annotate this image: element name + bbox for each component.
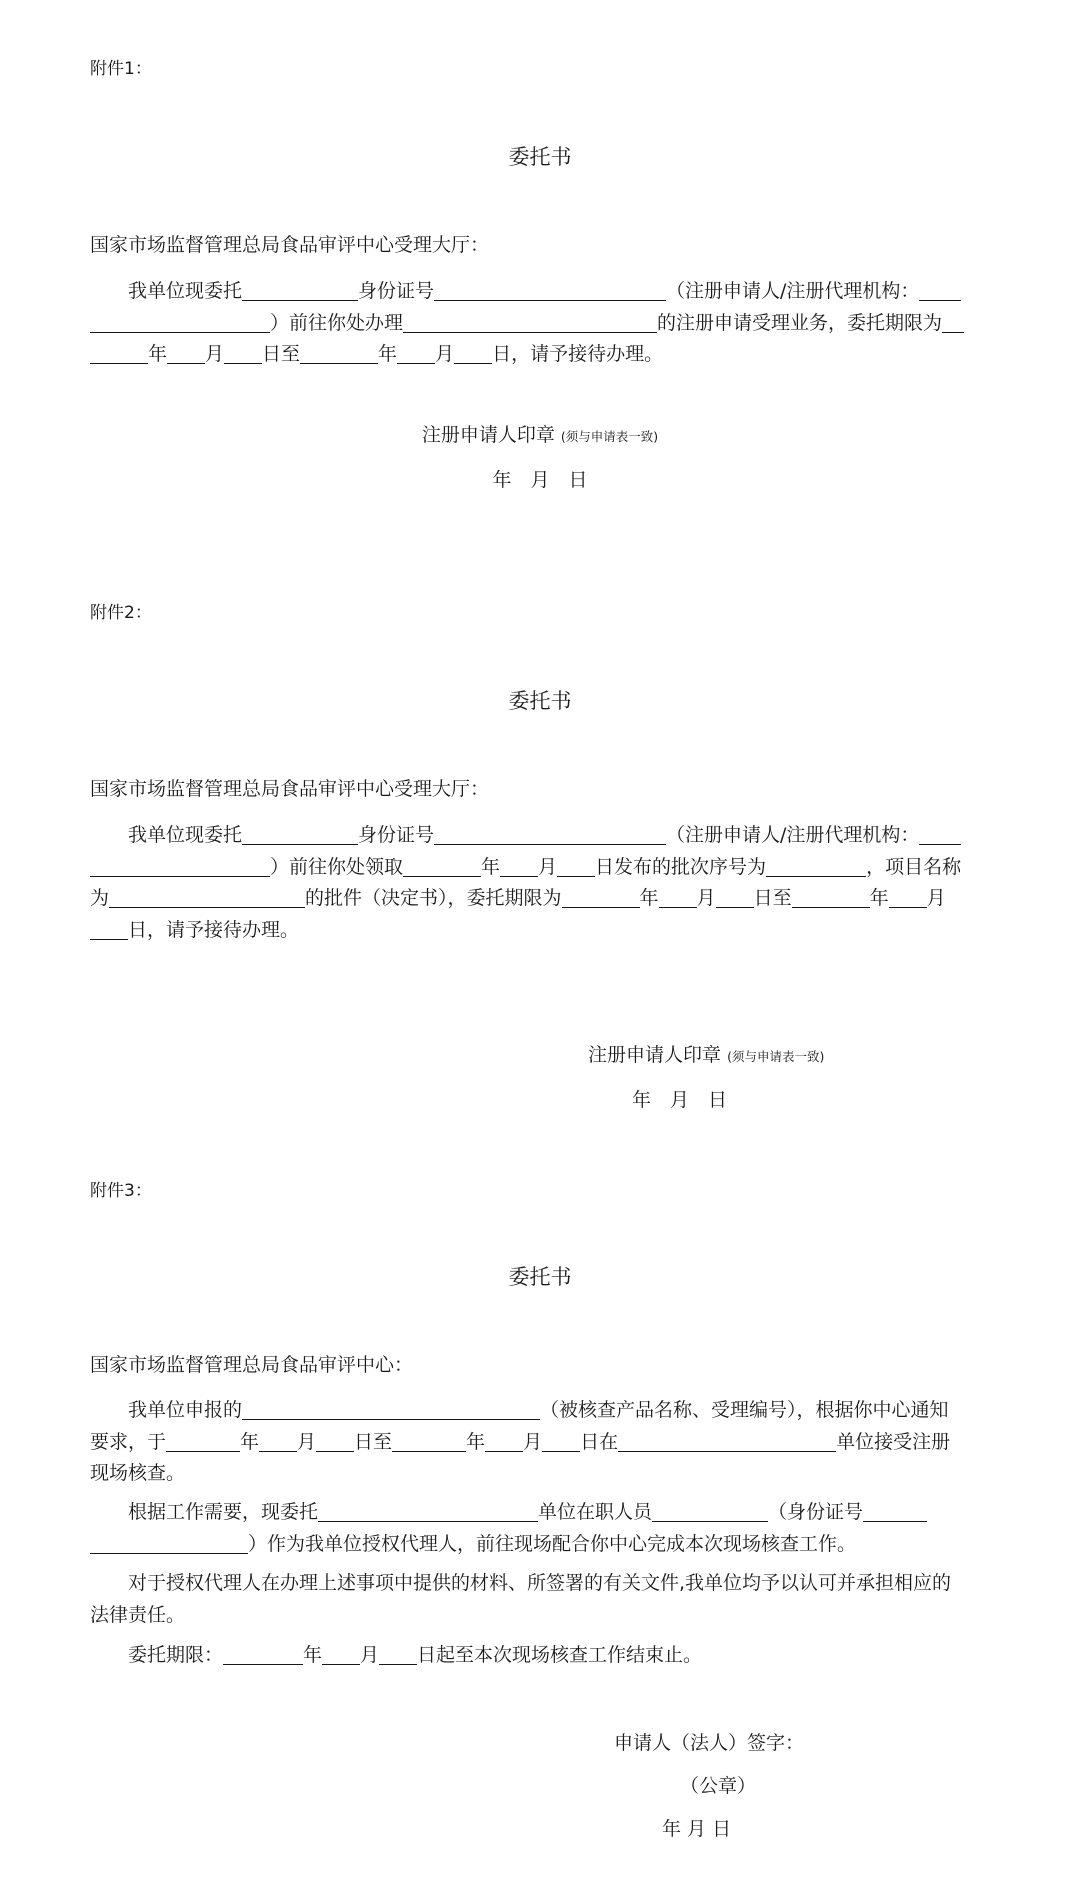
blank-agency-cont[interactable]: [90, 854, 270, 877]
blank-period-end-year[interactable]: [792, 885, 870, 908]
blank-id-number[interactable]: [434, 278, 666, 301]
attachment-3-salutation: 国家市场监督管理总局食品审评中心：: [90, 1354, 414, 1376]
attachment-3-paragraph-1: 我单位申报的 （被核查产品名称、受理编号），根据你中心通知 要求，于 年 月 日至 年 月 日在 单位接受注册 现场核查。: [90, 1399, 951, 1484]
attachment-2-label: 附件2：: [90, 603, 152, 623]
blank-period-start-year[interactable]: [942, 310, 964, 333]
blank-agent-name[interactable]: [652, 1499, 768, 1522]
attachment-2-body: 我单位现委托 身份证号 （注册申请人/注册代理机构： ）前往你处领取 年 月 日发布的批次序号为 ，项目名称 为 的批件（决定书），委托期限为 年 月 日至 年 月 日，请予接待办理。: [90, 824, 962, 941]
attachment-2-date: 年 月 日: [632, 1089, 728, 1111]
blank-agency[interactable]: [919, 278, 961, 301]
blank-agency-cont[interactable]: [90, 310, 270, 333]
blank-inspect-start-year[interactable]: [166, 1429, 240, 1452]
blank-agent-id-cont[interactable]: [90, 1531, 248, 1554]
blank-business[interactable]: [403, 310, 657, 333]
blank-authority-year[interactable]: [223, 1642, 303, 1665]
attachment-3-signature: 申请人（法人）签字：: [614, 1732, 805, 1754]
attachment-1-label: 附件1：: [90, 59, 152, 79]
attachment-1-body: 我单位现委托 身份证号 （注册申请人/注册代理机构： ）前往你处办理 的注册申请受理业务，委托期限为 年 月 日至 年 月 日，请予接待办理。: [90, 276, 990, 371]
blank-inspect-end-year[interactable]: [392, 1429, 466, 1452]
attachment-2-title: 委托书: [508, 689, 572, 713]
blank-release-day[interactable]: [557, 854, 595, 877]
blank-period-start-year-cont[interactable]: [90, 341, 148, 364]
blank-period-start-month[interactable]: [167, 341, 205, 364]
attachment-2-seal: 注册申请人印章 (须与申请表一致): [588, 1044, 825, 1066]
attachment-3-paragraph-2: 根据工作需要，现委托 单位在职人员 （身份证号 ）作为我单位授权代理人，前往现场配合你中心完成本次现场核查工作。: [90, 1497, 990, 1560]
blank-agency[interactable]: [919, 822, 961, 845]
attachment-3-title: 委托书: [508, 1265, 572, 1289]
blank-period-end-year[interactable]: [300, 341, 378, 364]
blank-period-end-month[interactable]: [397, 341, 435, 364]
blank-inspect-end-month[interactable]: [485, 1429, 523, 1452]
blank-period-start-day[interactable]: [716, 885, 754, 908]
attachment-3-date: 年 月 日: [662, 1818, 732, 1840]
blank-inspect-end-day[interactable]: [542, 1429, 580, 1452]
blank-release-month[interactable]: [500, 854, 538, 877]
blank-authority-month[interactable]: [322, 1642, 360, 1665]
blank-inspect-start-month[interactable]: [259, 1429, 297, 1452]
attachment-2-salutation: 国家市场监督管理总局食品审评中心受理大厅：: [90, 778, 490, 800]
blank-period-start-month[interactable]: [659, 885, 697, 908]
attachment-1-date: 年 月 日: [492, 469, 588, 491]
blank-release-year[interactable]: [403, 854, 481, 877]
attachment-3-label: 附件3：: [90, 1181, 152, 1201]
blank-inspect-unit[interactable]: [618, 1429, 836, 1452]
attachment-1-title: 委托书: [508, 145, 572, 169]
blank-period-start-day[interactable]: [224, 341, 262, 364]
blank-period-end-month[interactable]: [889, 885, 927, 908]
blank-id-number[interactable]: [434, 822, 666, 845]
blank-project-name[interactable]: [109, 885, 305, 908]
attachment-1-salutation: 国家市场监督管理总局食品审评中心受理大厅：: [90, 234, 490, 256]
attachment-1-seal: 注册申请人印章 (须与申请表一致): [421, 424, 659, 446]
attachment-3-stamp: （公章）: [680, 1775, 757, 1797]
attachment-3-paragraph-3: 对于授权代理人在办理上述事项中提供的材料、所签署的有关文件,我单位均予以认可并承担相应的 法律责任。: [90, 1572, 952, 1626]
blank-agent-id[interactable]: [863, 1499, 927, 1522]
blank-period-end-day[interactable]: [454, 341, 492, 364]
blank-period-end-day[interactable]: [90, 917, 128, 940]
blank-entrusted-person[interactable]: [242, 278, 358, 301]
blank-product-name[interactable]: [242, 1397, 540, 1420]
blank-authority-day[interactable]: [379, 1642, 417, 1665]
blank-agent-unit[interactable]: [318, 1499, 538, 1522]
attachment-3-paragraph-4: 委托期限： 年 月 日起至本次现场核查工作结束止。: [128, 1644, 703, 1666]
blank-batch-number[interactable]: [766, 854, 866, 877]
blank-period-start-year[interactable]: [562, 885, 640, 908]
blank-inspect-start-day[interactable]: [316, 1429, 354, 1452]
blank-entrusted-person[interactable]: [242, 822, 358, 845]
